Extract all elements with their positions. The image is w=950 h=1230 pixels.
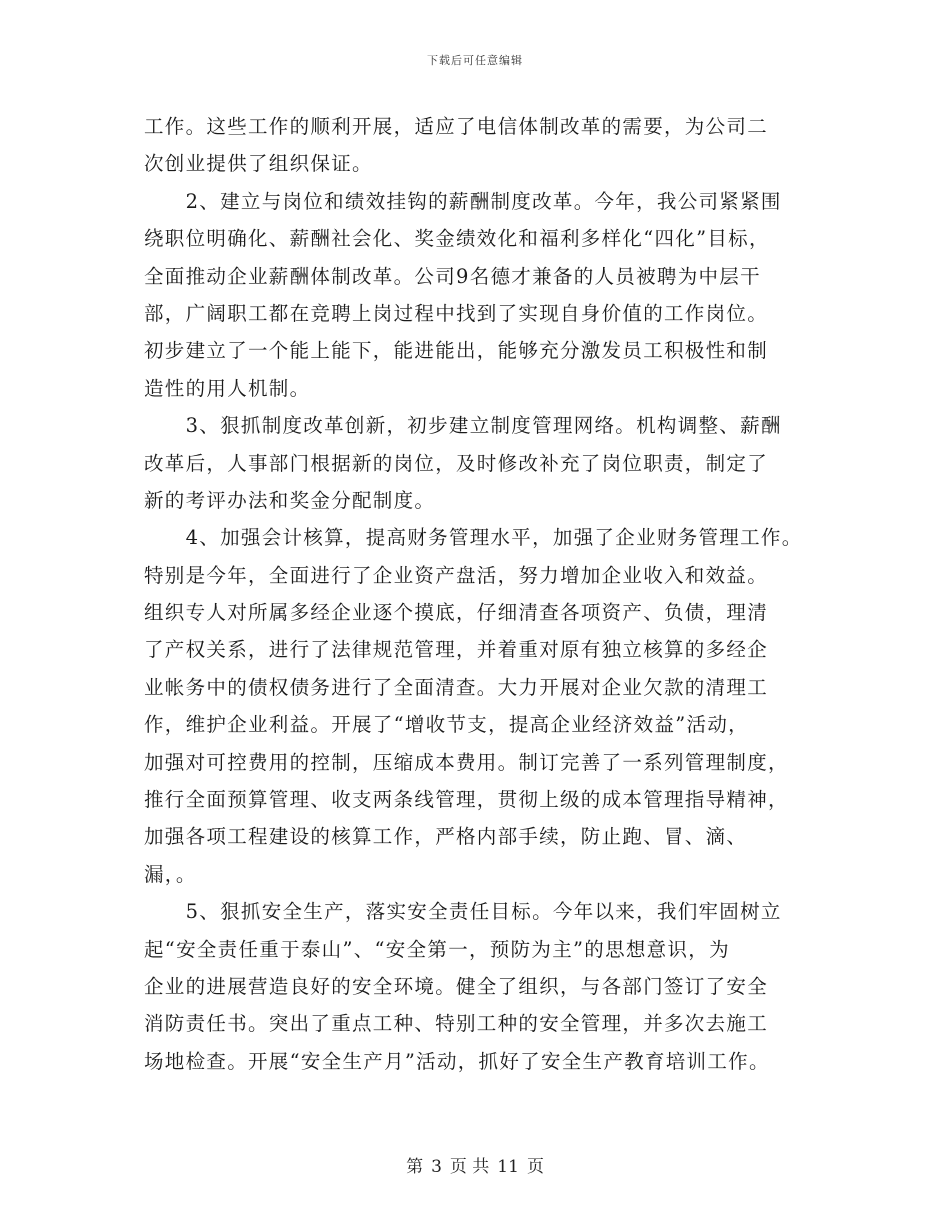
text-line: 部，广阔职工都在竞聘上岗过程中找到了实现自身价值的工作岗位。	[144, 301, 769, 325]
text-line: 企业的进展营造良好的安全环境。健全了组织，与各部门签订了安全	[144, 974, 769, 998]
text-line: 新的考评办法和奖金分配制度。	[144, 488, 436, 512]
text-line: 起“安全责任重于泰山”、“安全第一，预防为主”的思想意识，为	[144, 937, 730, 961]
text-line: 3、狠抓制度改革创新，初步建立制度管理网络。机构调整、薪酬	[144, 414, 782, 438]
text-line: 改革后，人事部门根据新的岗位，及时修改补充了岗位职责，制定了	[144, 451, 769, 475]
footer-mid: 页 共	[449, 1157, 490, 1177]
text-line: 2、建立与岗位和绩效挂钩的薪酬制度改革。今年，我公司紧紧围	[144, 189, 782, 213]
text-line: 漏，。	[144, 862, 197, 886]
text-line: 加强各项工程建设的核算工作，严格内部手续，防止跑、冒、滴、	[144, 825, 748, 849]
page-header: 下载后可任意编辑	[427, 54, 523, 67]
page-footer	[0, 1152, 950, 1177]
text-line: 组织专人对所属多经企业逐个摸底，仔细清查各项资产、负债，理清	[144, 601, 769, 625]
text-line: 次创业提供了组织保证。	[144, 152, 373, 176]
text-line: 作，维护企业利益。开展了“增收节支，提高企业经济效益”活动，	[144, 713, 749, 737]
text-line: 全面推动企业薪酬体制改革。公司9名德才兼备的人员被聘为中层干	[144, 264, 761, 288]
text-line: 消防责任书。突出了重点工种、特别工种的安全管理，并多次去施工	[144, 1012, 769, 1036]
text-line: 场地检查。开展“安全生产月”活动，抓好了安全生产教育培训工作。	[144, 1049, 770, 1073]
text-line: 加强对可控费用的控制，压缩成本费用。制订完善了一系列管理制度，	[144, 750, 789, 774]
document-body	[144, 108, 814, 1080]
text-line: 4、加强会计核算，提高财务管理水平，加强了企业财务管理工作。	[144, 526, 803, 550]
page-number: 3	[431, 1157, 442, 1177]
text-line: 5、狠抓安全生产，落实安全责任目标。今年以来，我们牢固树立	[144, 900, 782, 924]
text-line: 绕职位明确化、薪酬社会化、奖金绩效化和福利多样化“四化”目标，	[144, 227, 770, 251]
text-line: 造性的用人机制。	[144, 376, 311, 400]
text-line: 初步建立了一个能上能下，能进能出，能够充分激发员工积极性和制	[144, 339, 769, 363]
text-line: 工作。这些工作的顺利开展，适应了电信体制改革的需要，为公司二	[144, 115, 769, 138]
total-pages: 11	[497, 1157, 519, 1177]
text-line: 推行全面预算管理、收支两条线管理，贯彻上级的成本管理指导精神，	[144, 788, 789, 812]
text-line: 特别是今年，全面进行了企业资产盘活，努力增加企业收入和效益。	[144, 563, 769, 587]
footer-prefix: 第	[406, 1157, 424, 1177]
footer-suffix: 页	[526, 1157, 544, 1177]
text-line: 业帐务中的债权债务进行了全面清查。大力开展对企业欠款的清理工	[144, 675, 769, 699]
text-line: 了产权关系，进行了法律规范管理，并着重对原有独立核算的多经企	[144, 638, 769, 662]
